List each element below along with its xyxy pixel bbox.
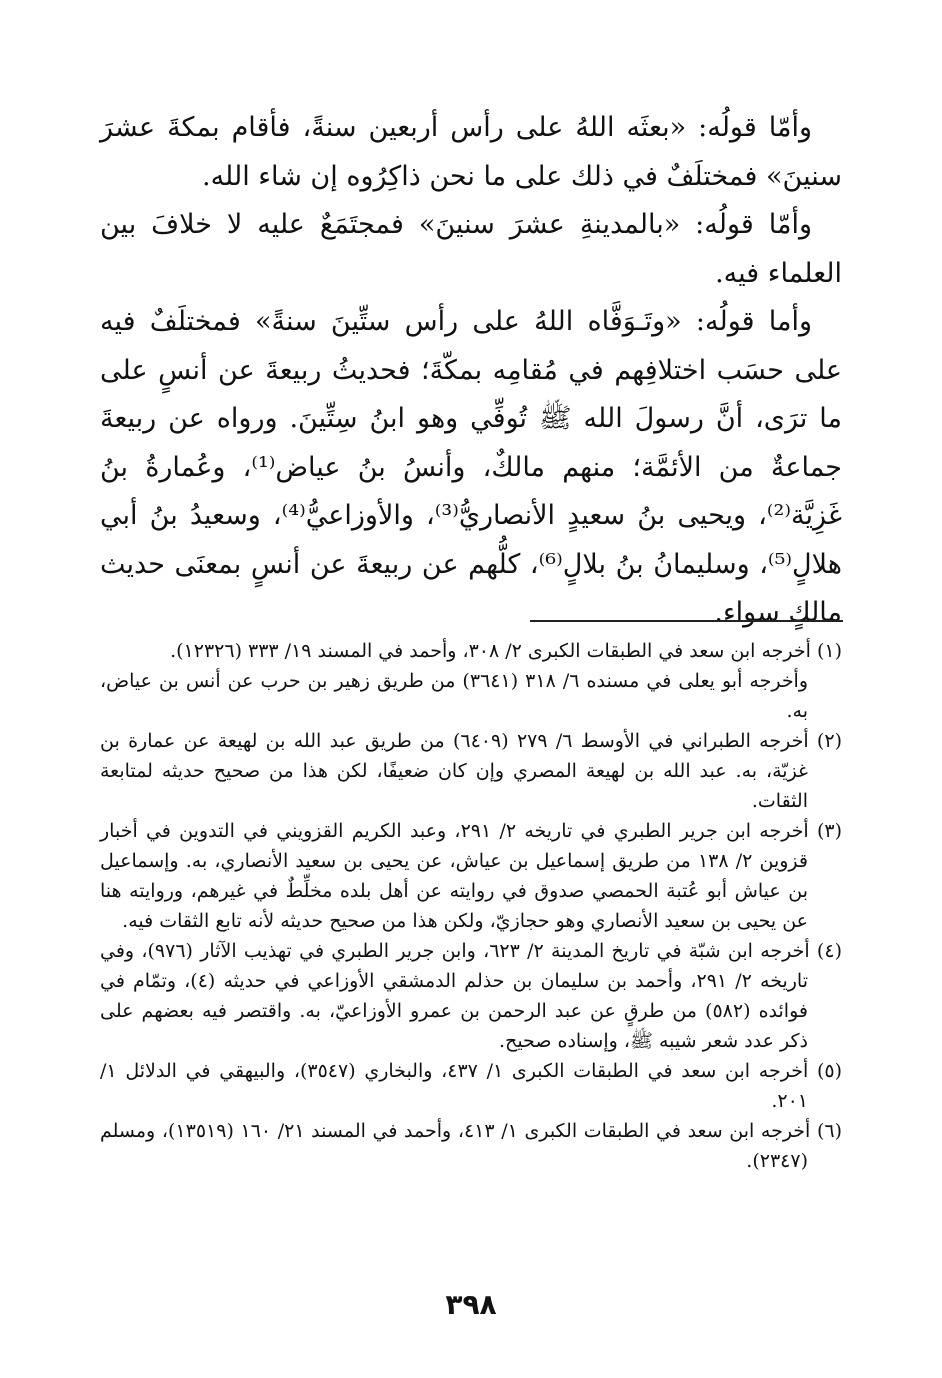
main-text: [100, 104, 842, 638]
footnote-6: (٦) أخرجه ابن سعد في الطبقات الكبرى ١/ ٤١٣، وأحمد في المسند ٢١/ ١٦٠ (١٣٥١٩)، ومسلم (٢٣٤٧).: [100, 1120, 843, 1172]
footnote-5: (٥) أخرجه ابن سعد في الطبقات الكبرى ١/ ٤٣٧، والبخاري (٣٥٤٧)، والبيهقي في الدلائل ١/ ٢٠١.: [100, 1060, 842, 1112]
footnote-1: (١) أخرجه ابن سعد في الطبقات الكبرى ٢/ ٣٠٨، وأحمد في المسند ١٩/ ٣٣٣ (١٢٣٢٦).: [170, 640, 842, 662]
footnote-3: (٣) أخرجه ابن جرير الطبري في تاريخه ٢/ ٢٩١، وعبد الكريم القزويني في التدوين في أخبار قزوين ٢/ ١٣٨ من طريق إسماعيل بن عياش، عن يحيى بن سعيد الأنصاري، به. وإسماعيل بن عياش أبو عُتبة الحمصي صدوق في روايته عن أهل بلده مخلِّطٌ في غيرهم، وروايته هنا عن يحيى بن سعيد الأنصاري وهو حجازيّ، ولكن هذا من صحيح حديثه لأنه تابع الثقات فيه.: [100, 820, 843, 932]
footnote-2: (٢) أخرجه الطبراني في الأوسط ٦/ ٢٧٩ (٦٤٠٩) من طريق عبد الله بن لهيعة عن عمارة بن غزيّة، به. عبد الله بن لهيعة المصري وإن كان ضعيفًا، لكن هذا من صحيح حديثه لمتابعة الثقات.: [100, 730, 842, 812]
page-number: ٣٩٨: [445, 1288, 497, 1321]
footnotes: [100, 636, 842, 1176]
main-paragraph-1: وأمّا قولُه: «بعثَه اللهُ على رأس أربعين سنةً، فأقام بمكةَ عشرَ سنينَ» فمختلَفٌ في ذلك على ما نحن ذاكِرُوه إن شاء الله.: [100, 112, 842, 192]
footnote-divider: [530, 620, 843, 622]
main-paragraph-3: وأما قولُه: «وتَـوَفَّاه اللهُ على رأس ستِّينَ سنةً» فمختلَفٌ فيه على حسَب اختلافِهم في مُقامِه بمكّةَ؛ فحديثُ ربيعةَ عن أنسٍ على ما ترَى، أنَّ رسولَ الله ﷺ تُوفِّي وهو ابنُ سِتِّينَ. ورواه عن ربيعةَ جماعةٌ من الأئمَّة؛ منهم مالكٌ، وأنسُ بنُ عياض⁽¹⁾، وعُمارةُ بنُ غَزِيَّة⁽²⁾، ويحيى بنُ سعيدٍ الأنصاريُّ⁽³⁾، والأوزاعيُّ⁽⁴⁾، وسعيدُ بنُ أبي هلالٍ⁽⁵⁾، وسليمانُ بنُ بلالٍ⁽⁶⁾، كلُّهم عن ربيعةَ عن أنسٍ بمعنَى حديث مالكٍ سواء.: [100, 306, 842, 628]
footnote-1-continuation: وأخرجه أبو يعلى في مسنده ٦/ ٣١٨ (٣٦٤١) من طريق زهير بن حرب عن أنس بن عياض، به.: [100, 670, 809, 722]
footnote-4: (٤) أخرجه ابن شبّة في تاريخ المدينة ٢/ ٦٢٣، وابن جرير الطبري في تهذيب الآثار (٩٧٦)، وفي تاريخه ٢/ ٢٩١، وأحمد بن سليمان بن حذلم الدمشقي الأوزاعي في حديثه (٤)، وتمّام في فوائده (٥٨٢) من طرقٍ عن عبد الرحمن بن عمرو الأوزاعيّ، به. واقتصر فيه بعضهم على ذكر عدد شعر شيبه ﷺ، وإسناده صحيح.: [100, 940, 842, 1052]
main-paragraph-2: وأمّا قولُه: «بالمدينةِ عشرَ سنينَ» فمجتَمَعٌ عليه لا خلافَ بين العلماء فيه.: [100, 209, 842, 289]
